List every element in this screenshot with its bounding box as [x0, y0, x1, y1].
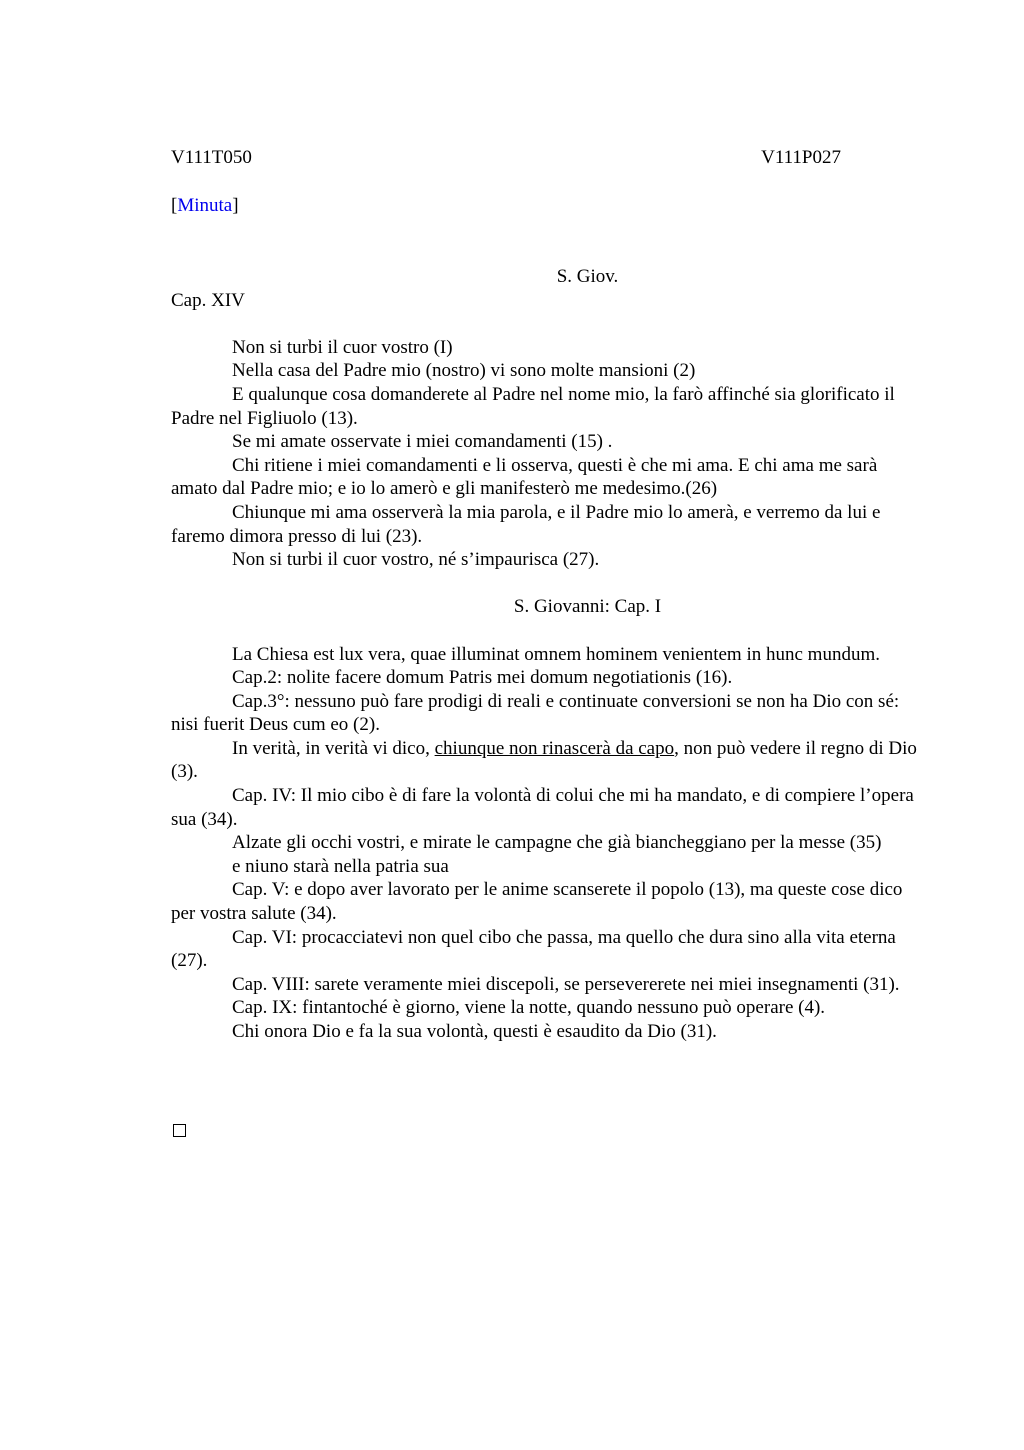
paragraph-verita: [171, 737, 926, 784]
section-title-giovanni: S. Giovanni: Cap. I: [513, 596, 662, 618]
paragraph: Cap.3°: nessuno può fare prodigi di reali e continuate conversioni se non ha Dio con sé: nisi fuerit Deus cum eo (2).: [171, 690, 900, 736]
paragraph: Alzate gli occhi vostri, e mirate le campagne che già biancheggiano per la messe (35): [232, 832, 882, 854]
paragraph: La Chiesa est lux vera, quae illuminat omnem hominem venientem in hunc mundum.: [232, 643, 880, 665]
paragraph: Chi ritiene i miei comandamenti e li osserva, questi è che mi ama. E chi ama me sarà amato dal Padre mio; e io lo amerò e gli manifesterò me medesimo.(26): [171, 454, 878, 500]
paragraph: Non si turbi il cuor vostro (I): [232, 336, 453, 358]
paragraph: Chiunque mi ama osserverà la mia parola, e il Padre mio lo amerà, e verremo da lui e faremo dimora presso di lui (23).: [171, 501, 881, 547]
paragraph: Cap. VI: procacciatevi non quel cibo che passa, ma quello che dura sino alla vita eterna (27).: [171, 926, 896, 972]
minuta-link[interactable]: Minuta: [177, 195, 233, 216]
underlined-phrase: chiunque non rinascerà da capo: [434, 737, 675, 759]
paragraph: Nella casa del Padre mio (nostro) vi sono molte mansioni (2): [232, 360, 696, 382]
paragraph: Cap. V: e dopo aver lavorato per le anime scanserete il popolo (13), ma queste cose dico per vostra salute (34).: [171, 879, 903, 925]
paragraph: Cap. IV: Il mio cibo è di fare la volontà di colui che mi ha mandato, e di compiere l’opera sua (34).: [171, 785, 914, 830]
paragraph: Se mi amate osservate i miei comandamenti (15) .: [232, 431, 613, 453]
paragraph: e niuno starà nella patria sua: [232, 855, 449, 877]
paragraph: Chi onora Dio e fa la sua volontà, questi è esaudito da Dio (31).: [232, 1021, 717, 1042]
chapter-heading: Cap. XIV: [171, 289, 245, 311]
paragraph: E qualunque cosa domanderete al Padre nel nome mio, la farò affinché sia glorificato il Padre nel Figliuolo (13).: [171, 383, 895, 429]
document-code-right: V111P027: [761, 147, 841, 168]
verita-text-before: In verità, in verità vi dico,: [232, 737, 435, 759]
document-code-left: V111T050: [171, 147, 252, 168]
verita-text-after: , non può vedere il regno di Dio (3).: [171, 737, 917, 783]
paragraph: Cap.2: nolite facere domum Patris mei domum negotiationis (16).: [232, 667, 733, 689]
paragraph: Cap. IX: fintantoché è giorno, viene la notte, quando nessuno può operare (4).: [232, 997, 826, 1019]
paragraph: Non si turbi il cuor vostro, né s’impaurisca (27).: [232, 549, 600, 571]
minuta-line: [171, 194, 239, 218]
square-outline-icon: [173, 1124, 186, 1137]
document-body: [171, 265, 926, 1044]
open-bracket: [: [171, 195, 178, 216]
paragraph: Cap. VIII: sarete veramente miei discepoli, se persevererete nei miei insegnamenti (31).: [232, 973, 900, 995]
section-title-giov: S. Giov.: [556, 266, 619, 287]
close-bracket: ]: [232, 195, 239, 216]
